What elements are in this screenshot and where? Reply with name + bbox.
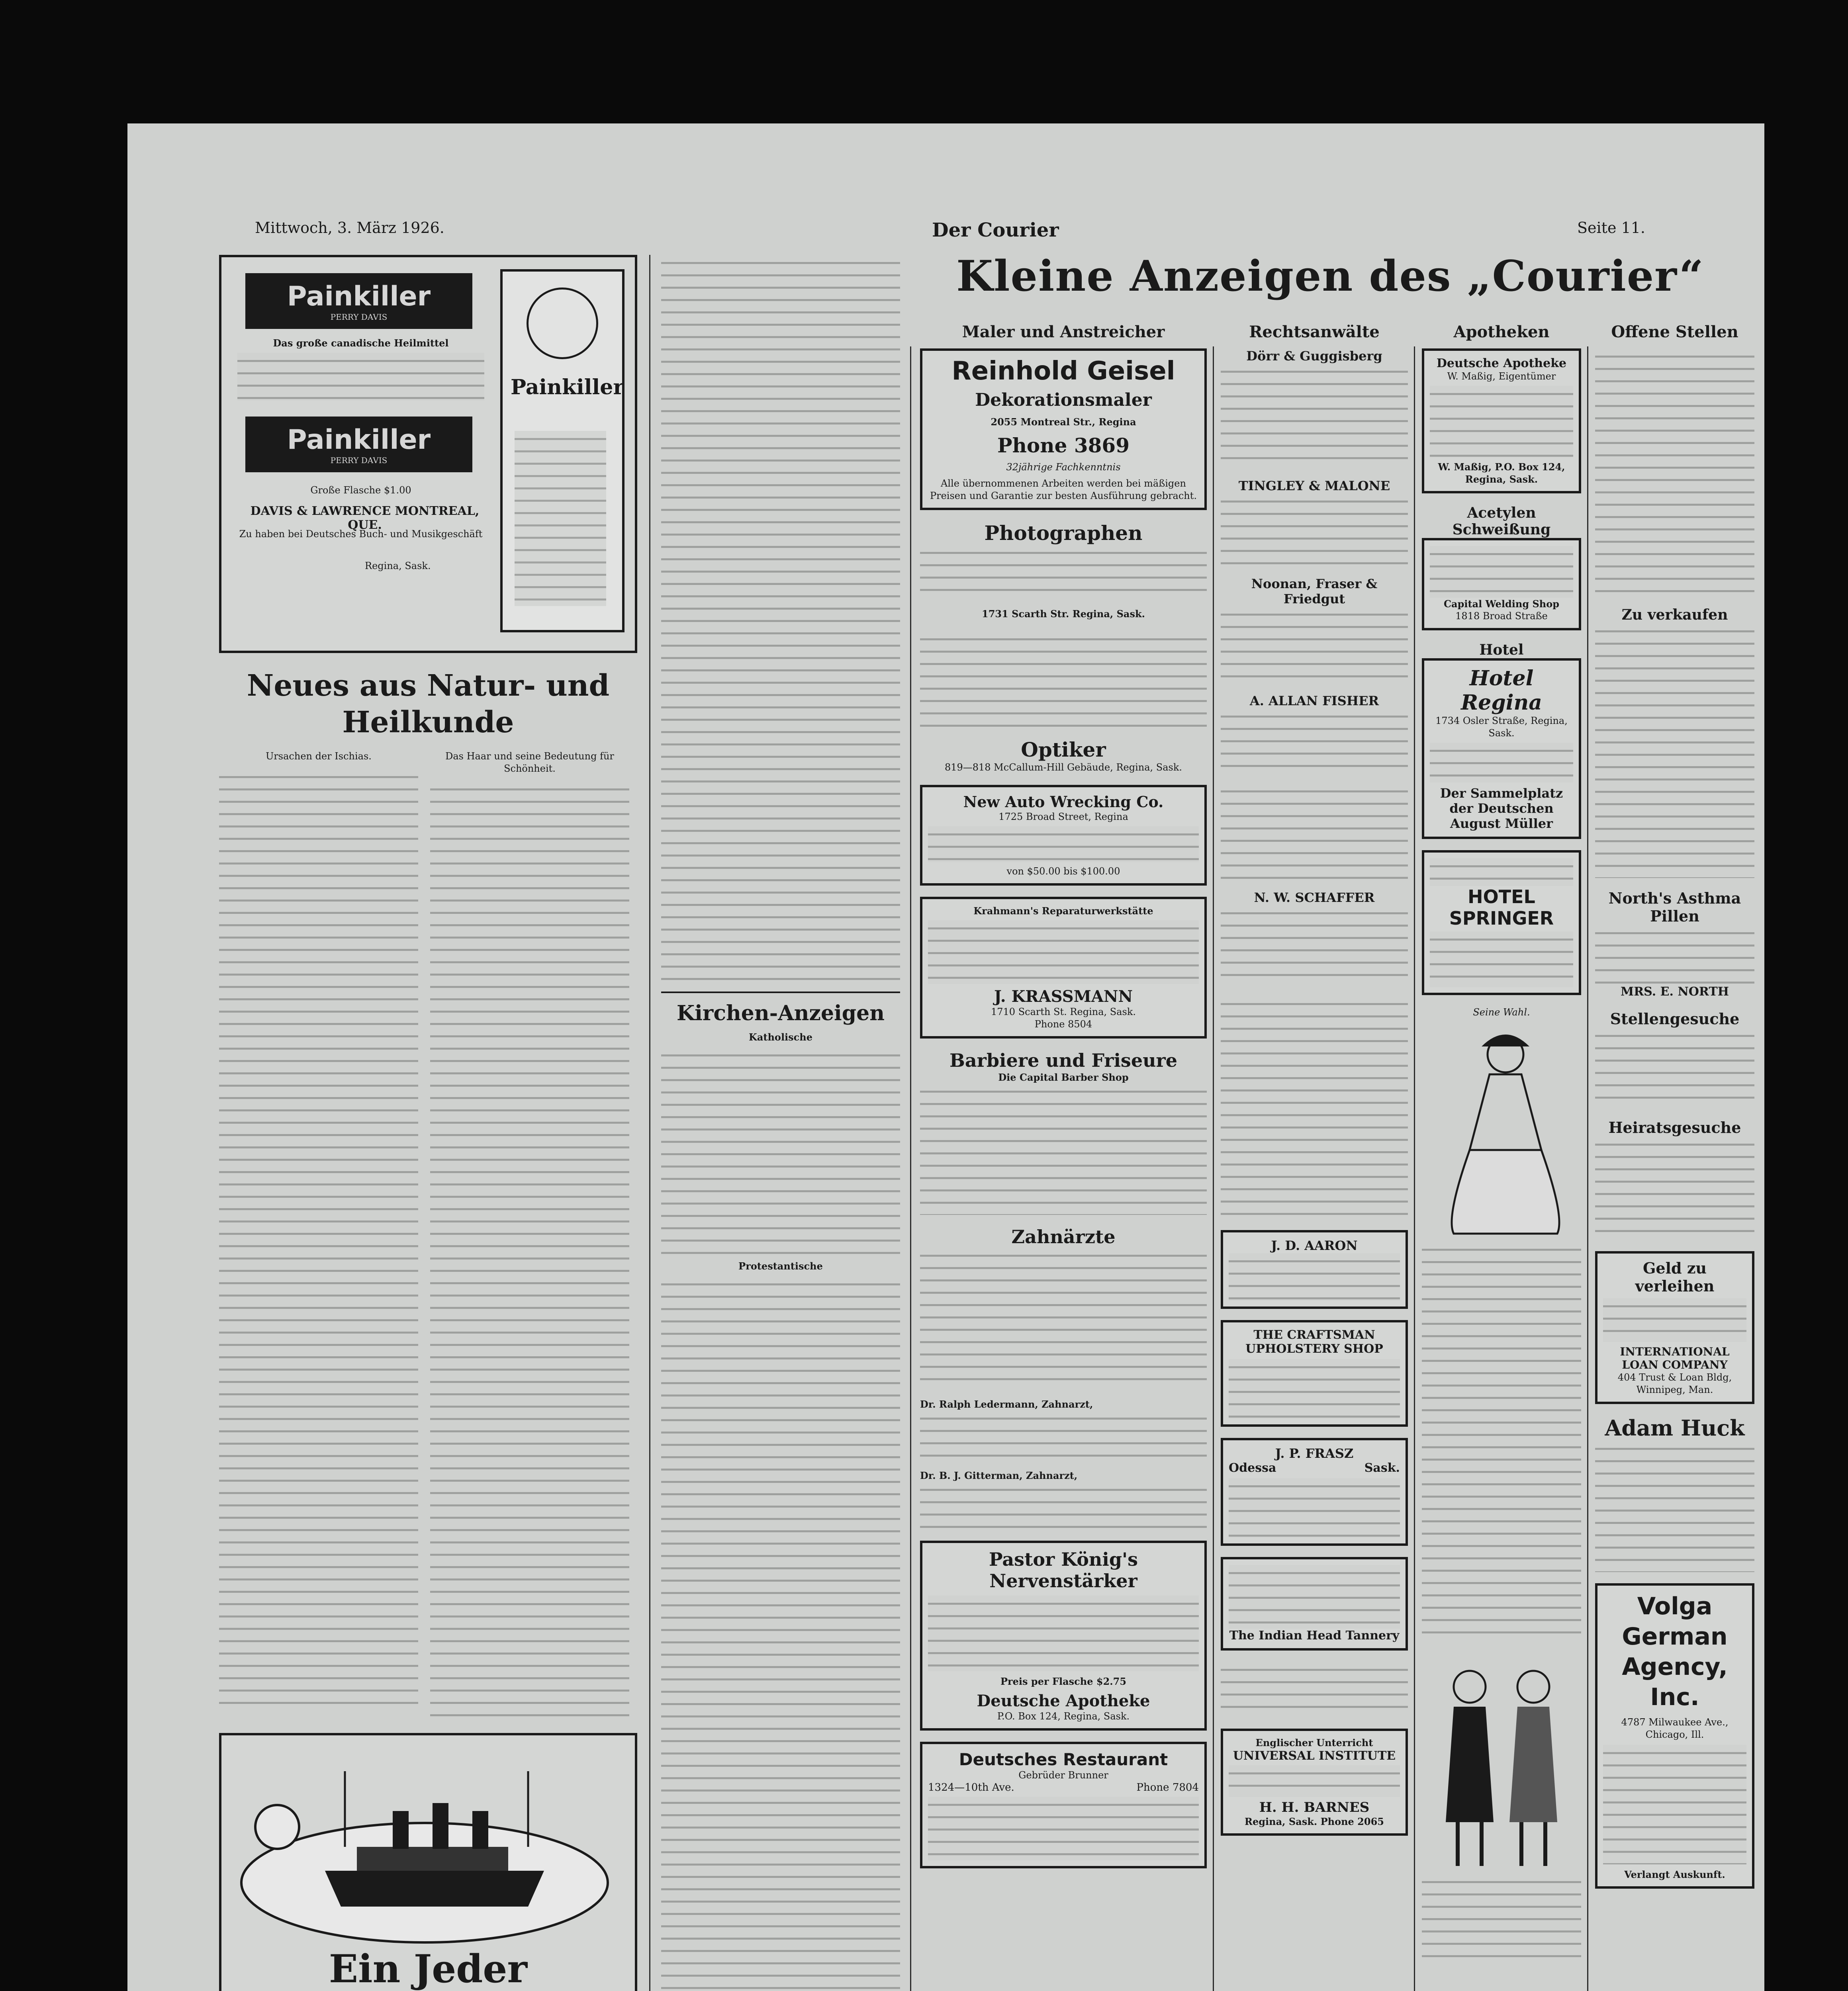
column-rule [910,346,911,1991]
august-mueller: August Müller [1450,816,1553,831]
stellengesuche-heading: Stellengesuche [1610,1010,1740,1028]
maler-heading: Maler und Anstreicher [962,323,1165,341]
restaurant-ad [920,1742,1207,1868]
page-number: Seite 11. [1577,219,1645,237]
geld-heading: Geld zu verleihen [1635,1259,1715,1295]
frasz-name: J. P. FRASZ [1275,1446,1354,1461]
restaurant-address: 1324—10th Ave. [928,1782,1014,1793]
kirchen-kath-list [661,1047,900,1254]
painkiller-distributor: DAVIS & LAWRENCE MONTREAL, QUE. [250,504,480,532]
allan-fisher: A. ALLAN FISHER [1249,693,1379,708]
schaffer: N. W. SCHAFFER [1254,890,1375,905]
krassmann-name: J. KRASSMANN [994,987,1133,1006]
reinhold-note: 32jährige Fachkenntnis [1006,462,1121,473]
painkiller-brand: Painkiller [287,280,431,312]
issue-date: Mittwoch, 3. März 1926. [255,219,444,237]
asthma-heading: North's Asthma Pillen [1608,889,1741,925]
column-rule [1414,346,1415,1991]
krassmann-title: Krahmann's Reparaturwerkstätte [973,905,1153,917]
volga-footer: Verlangt Auskunft. [1624,1869,1725,1880]
tannery-ad [1221,1557,1408,1651]
aaron-ad [1221,1230,1408,1309]
hotel-regina-address: 1734 Osler Straße, Regina, Sask. [1435,715,1568,739]
volga-agency-ad [1595,1583,1754,1889]
zahnaerzte-heading: Zahnärzte [1011,1226,1116,1248]
unterricht-title: Englischer Unterricht [1255,1737,1373,1748]
optiker-line: 819—818 McCallum-Hill Gebäude, Regina, Sask. [944,762,1182,773]
steamship-icon [225,1739,628,1946]
unterricht-ad [1221,1729,1408,1836]
hotel-springer-name: HOTEL SPRINGER [1449,886,1554,929]
krassmann-ad [920,897,1207,1039]
article-title: Neues aus Natur- und Heilkunde [247,669,610,739]
koenig-ad [920,1541,1207,1731]
volga-name: Volga German Agency, Inc. [1622,1592,1728,1711]
koenig-address: P.O. Box 124, Regina, Sask. [997,1711,1130,1722]
zahnarzt-gitterman: Dr. B. J. Gitterman, Zahnarzt, [920,1470,1078,1481]
hotel-regina-ad [1422,658,1581,839]
barbiere-heading: Barbiere und Friseure [949,1050,1178,1071]
tingley-malone: TINGLEY & MALONE [1238,478,1390,493]
auto-wrecking-ad [920,785,1207,886]
reinhold-geisel-ad [920,348,1207,510]
apotheke-owner: W. Maßig, Eigentümer [1447,371,1556,382]
verkaufen-list [1595,623,1754,878]
painkiller-sold-by: Zu haben bei Deutsches Buch- und Musikgeschäft [239,528,483,540]
barbiere-copy [920,1084,1207,1215]
reinhold-phone: Phone 3869 [997,434,1130,457]
painkiller-maker-2: PERRY DAVIS [330,455,388,465]
banner-title: Kleine Anzeigen des „Courier“ [956,251,1704,301]
krassmann-address: 1710 Scarth St. Regina, Sask. [991,1006,1136,1017]
reinhold-role: Dekorationsmaler [975,390,1152,410]
apotheke-footer: W. Maßig, P.O. Box 124, Regina, Sask. [1438,461,1565,485]
wrecking-price: von $50.00 bis $100.00 [1006,866,1120,877]
photographen-heading: Photographen [984,521,1143,545]
reinhold-text: Alle übernommenen Arbeiten werden bei mäßigen Preisen und Garantie zur besten Ausführung gebracht. [930,478,1197,501]
apotheke-ad [1422,348,1581,493]
kirchen-title: Kirchen-Anzeigen [676,1001,885,1025]
article-sub-2: Das Haar und seine Bedeutung für Schönheit. [445,751,614,774]
koenig-price: Preis per Flasche $2.75 [1000,1676,1127,1687]
craftsman-ad [1221,1320,1408,1427]
masthead: Der Courier [932,219,1059,241]
aaron-name: J. D. AARON [1271,1238,1358,1253]
painkiller-headline: Das große canadische Heilmittel [273,337,449,349]
schweiss-heading: Acetylen Schweißung [1452,505,1551,538]
welding-address: 1818 Broad Straße [1455,610,1548,622]
offene-stellen-heading: Offene Stellen [1611,323,1738,341]
schiff-title: Ein Jeder [329,1946,528,1991]
tannery-name: The Indian Head Tannery [1229,1629,1400,1643]
painkiller-bottle-label: Painkiller [511,375,624,399]
hotel-springer-ad [1422,850,1581,995]
koenig-seller: Deutsche Apotheke [977,1692,1150,1710]
hotel-regina-name: Hotel Regina [1461,666,1542,715]
reinhold-address: 2055 Montreal Str., Regina [991,416,1136,428]
painkiller-copy [237,353,484,401]
noonan-fraser: Noonan, Fraser & Friedgut [1251,576,1378,606]
painkiller-city: Regina, Sask. [365,560,431,571]
painkiller-maker: PERRY DAVIS [330,312,388,322]
restaurant-owner: Gebrüder Brunner [1018,1770,1108,1781]
hotel-heading: Hotel [1479,642,1524,658]
column-rule [649,255,650,1991]
barbiere-shop: Die Capital Barber Shop [998,1072,1129,1083]
craftsman-name: THE CRAFTSMAN UPHOLSTERY SHOP [1245,1328,1383,1356]
photographen-address: 1731 Scarth Str. Regina, Sask. [982,608,1145,620]
photographen-copy [920,545,1207,597]
article-sub-1: Ursachen der Ischias. [266,751,372,762]
sammelplatz: Der Sammelplatz der Deutschen [1440,786,1563,816]
heiratsgesuche-heading: Heiratsgesuche [1608,1119,1741,1136]
painkiller-ad [219,255,637,653]
painkiller-brand-2: Painkiller [287,424,431,456]
column-rule [1587,346,1588,1991]
apotheken-heading: Apotheken [1453,323,1550,341]
zahnarzt-ledermann: Dr. Ralph Ledermann, Zahnarzt, [920,1398,1093,1410]
welding-ad [1422,538,1581,630]
optiker-heading: Optiker [1021,738,1106,761]
wrecking-address: 1725 Broad Street, Regina [998,811,1128,822]
frasz-province: Sask. [1364,1461,1400,1475]
koenig-title: Pastor König's Nervenstärker [989,1549,1138,1592]
photo-ads [920,631,1207,727]
zahnaerzte-list [920,1248,1207,1387]
hair-article-continued [661,255,900,984]
frasz-ad [1221,1438,1408,1546]
kirchen-prot-list [661,1276,900,1991]
volga-address: 4787 Milwaukee Ave., Chicago, Ill. [1621,1717,1729,1740]
restaurant-phone: Phone 7804 [1136,1782,1199,1793]
kirchen-prot: Protestantische [738,1260,823,1272]
mrs-north: MRS. E. NORTH [1620,985,1729,999]
barnes-address: Regina, Sask. Phone 2065 [1245,1816,1384,1827]
barnes-name: H. H. BARNES [1259,1799,1370,1815]
stellen-list [1595,348,1754,595]
rechtsanwaelte-heading: Rechtsanwälte [1249,323,1380,341]
institute-name: UNIVERSAL INSTITUTE [1233,1749,1396,1763]
two-men-illustration-icon [1422,1651,1581,1874]
adam-huck: Adam Huck [1605,1415,1745,1441]
newspaper-page [127,123,1764,1991]
loan-address: 404 Trust & Loan Bldg, Winnipeg, Man. [1617,1372,1732,1395]
loan-name: INTERNATIONAL LOAN COMPANY [1620,1345,1730,1371]
wrecking-name: New Auto Wrecking Co. [963,793,1164,811]
loan-ad [1595,1251,1754,1404]
article-body-left [219,769,418,1705]
painkiller-price: Große Flasche $1.00 [310,485,411,496]
verkaufen-heading: Zu verkaufen [1621,606,1728,623]
welding-name: Capital Welding Shop [1443,598,1560,610]
cartoon-text [1422,1242,1581,1640]
article-body-right [430,781,629,1717]
cartoon-caption: Seine Wahl. [1473,1007,1530,1018]
column-rule [1213,346,1214,1991]
lady-illustration-icon [1422,1019,1581,1242]
schiffskarten-ad [219,1733,637,1991]
kirchen-kath: Katholische [748,1031,813,1043]
doerr-guggisberg: Dörr & Guggisberg [1246,348,1382,364]
restaurant-title: Deutsches Restaurant [959,1750,1168,1769]
reinhold-name: Reinhold Geisel [951,356,1175,386]
krassmann-phone: Phone 8504 [1034,1019,1092,1030]
frasz-city: Odessa [1229,1461,1276,1475]
painkiller-bottle-icon [500,269,624,632]
apotheke-name: Deutsche Apotheke [1436,356,1567,370]
